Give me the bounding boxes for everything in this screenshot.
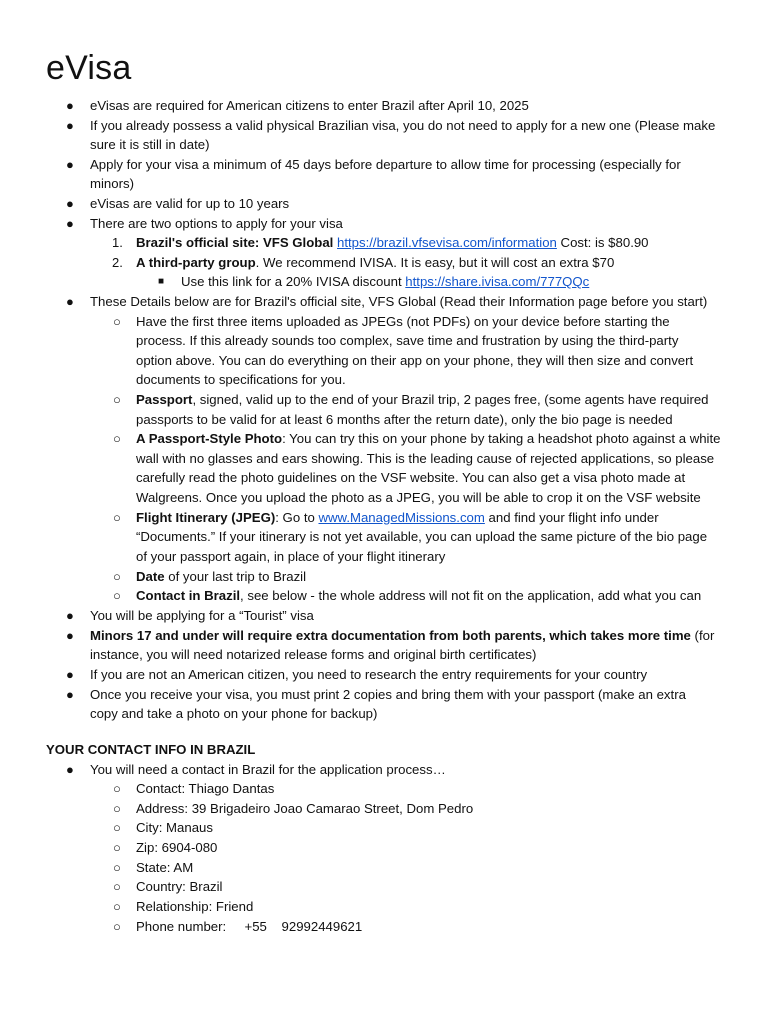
sub-item-photo <box>136 429 721 449</box>
sub-item-continuation: Walgreens. Once you upload the photo as a JPEG, you will be able to crop it on the VSF website <box>136 490 701 505</box>
bullet-marker: ● <box>66 196 74 211</box>
sub-item: Have the first three items uploaded as JPEGs (not PDFs) on your device before starting the <box>136 314 670 329</box>
circle-marker: ○ <box>113 314 121 329</box>
bullet-marker: ● <box>66 98 74 113</box>
sub-item-flight <box>136 508 659 528</box>
bullet-marker: ● <box>66 667 74 682</box>
bullet-marker: ● <box>66 687 74 702</box>
item-label: Contact in Brazil <box>136 588 241 603</box>
bullet-marker: ● <box>66 157 74 172</box>
square-marker: ■ <box>158 276 165 287</box>
list-item: eVisas are required for American citizens to enter Brazil after April 10, 2025 <box>90 98 529 113</box>
bullet-marker: ● <box>66 628 74 643</box>
discount-text: Use this link for a 20% IVISA discount <box>181 274 406 289</box>
item-text: and find your flight info under <box>484 510 659 525</box>
contact-heading: YOUR CONTACT INFO IN BRAZIL <box>46 742 256 757</box>
circle-marker: ○ <box>113 919 121 934</box>
circle-marker: ○ <box>113 899 121 914</box>
circle-marker: ○ <box>113 569 121 584</box>
contact-country: Country: Brazil <box>136 879 223 894</box>
circle-marker: ○ <box>113 801 121 816</box>
item-label: Flight Itinerary (JPEG) <box>136 510 276 525</box>
list-item: There are two options to apply for your visa <box>90 216 343 231</box>
option-official-site <box>136 233 649 253</box>
option-cost: Cost: is $80.90 <box>556 235 649 250</box>
sub-item-continuation: option above. You can do everything on their app on your phone, they will then size and convert <box>136 353 694 368</box>
item-text: : You can try this on your phone by taking a headshot photo against a white <box>282 431 721 446</box>
contact-zip: Zip: 6904-080 <box>136 840 218 855</box>
item-text: , see below - the whole address will not fit on the application, add what you can <box>240 588 702 603</box>
item-text: , signed, valid up to the end of your Brazil trip, 2 pages free, (some agents have required <box>192 392 709 407</box>
list-item: eVisas are valid for up to 10 years <box>90 196 290 211</box>
list-number: 2. <box>112 255 123 270</box>
circle-marker: ○ <box>113 840 121 855</box>
bullet-marker: ● <box>66 294 74 309</box>
list-item: Apply for your visa a minimum of 45 days before departure to allow time for processing (especially for <box>90 157 681 172</box>
item-label: Minors 17 and under will require extra documentation from both parents, which takes more time <box>90 628 691 643</box>
circle-marker: ○ <box>113 588 121 603</box>
list-item: These Details below are for Brazil's official site, VFS Global (Read their Information page before you start) <box>90 294 708 309</box>
item-label: Passport <box>136 392 193 407</box>
item-text: (for <box>690 628 715 643</box>
list-item-continuation: copy and take a photo on your phone for backup) <box>90 706 378 721</box>
option-label: A third-party group <box>136 255 256 270</box>
page-title: eVisa <box>46 49 132 87</box>
sub-item-continuation: of your passport again, in place of your flight itinerary <box>136 549 446 564</box>
circle-marker: ○ <box>113 860 121 875</box>
list-item-minors <box>90 626 714 646</box>
list-item-continuation: instance, you will need notarized release forms and original birth certificates) <box>90 647 537 662</box>
list-item-continuation: minors) <box>90 176 134 191</box>
managed-missions-link[interactable]: www.ManagedMissions.com <box>318 510 485 525</box>
circle-marker: ○ <box>113 879 121 894</box>
option-detail: . We recommend IVISA. It is easy, but it will cost an extra $70 <box>255 255 615 270</box>
sub-item-continuation: carefully read the photo guidelines on the VSF website. You can also get a visa photo made at <box>136 470 686 485</box>
sub-item-continuation: passports to be valid for at least 6 months after the return date), only the bio page is needed <box>136 412 673 427</box>
bullet-marker: ● <box>66 118 74 133</box>
circle-marker: ○ <box>113 510 121 525</box>
sub-item-continuation: wall with no glasses and ears showing. This is the leading cause of rejected applications, so please <box>136 451 715 466</box>
circle-marker: ○ <box>113 820 121 835</box>
bullet-marker: ● <box>66 216 74 231</box>
item-label: Date <box>136 569 165 584</box>
contact-state: State: AM <box>136 860 194 875</box>
sub-item-continuation: process. If this already sounds too complex, save time and frustration by using the third-party <box>136 333 679 348</box>
ivisa-discount-item <box>181 272 589 292</box>
sub-item-continuation: “Documents.” If your itinerary is not yet available, you can upload the same picture of the bio page <box>136 529 708 544</box>
list-number: 1. <box>112 235 123 250</box>
item-text: of your last trip to Brazil <box>164 569 307 584</box>
list-item: If you already possess a valid physical Brazilian visa, you do not need to apply for a new one (Please make <box>90 118 716 133</box>
contact-address: Address: 39 Brigadeiro Joao Camarao Street, Dom Pedro <box>136 801 474 816</box>
item-label: A Passport-Style Photo <box>136 431 283 446</box>
list-item-continuation: sure it is still in date) <box>90 137 210 152</box>
bullet-marker: ● <box>66 608 74 623</box>
option-third-party <box>136 253 614 273</box>
contact-city: City: Manaus <box>136 820 213 835</box>
sub-item-continuation: documents to specifications for you. <box>136 372 346 387</box>
list-item: If you are not an American citizen, you need to research the entry requirements for your country <box>90 667 648 682</box>
item-text: : Go to <box>275 510 319 525</box>
bullet-marker: ● <box>66 762 74 777</box>
circle-marker: ○ <box>113 392 121 407</box>
list-item: You will be applying for a “Tourist” visa <box>90 608 314 623</box>
circle-marker: ○ <box>113 431 121 446</box>
ivisa-link[interactable]: https://share.ivisa.com/777QQc <box>405 274 590 289</box>
contact-relationship: Relationship: Friend <box>136 899 254 914</box>
list-item: Once you receive your visa, you must print 2 copies and bring them with your passport (make an extra <box>90 687 686 702</box>
circle-marker: ○ <box>113 781 121 796</box>
contact-name: Contact: Thiago Dantas <box>136 781 275 796</box>
option-label: Brazil's official site: VFS Global <box>136 235 334 250</box>
vfs-link[interactable]: https://brazil.vfsevisa.com/information <box>337 235 557 250</box>
contact-phone: Phone number: +55 92992449621 <box>136 919 363 934</box>
sub-item-contact <box>136 586 701 606</box>
sub-item-passport <box>136 390 709 410</box>
sub-item-date <box>136 567 306 587</box>
contact-intro: You will need a contact in Brazil for the application process… <box>90 762 446 777</box>
